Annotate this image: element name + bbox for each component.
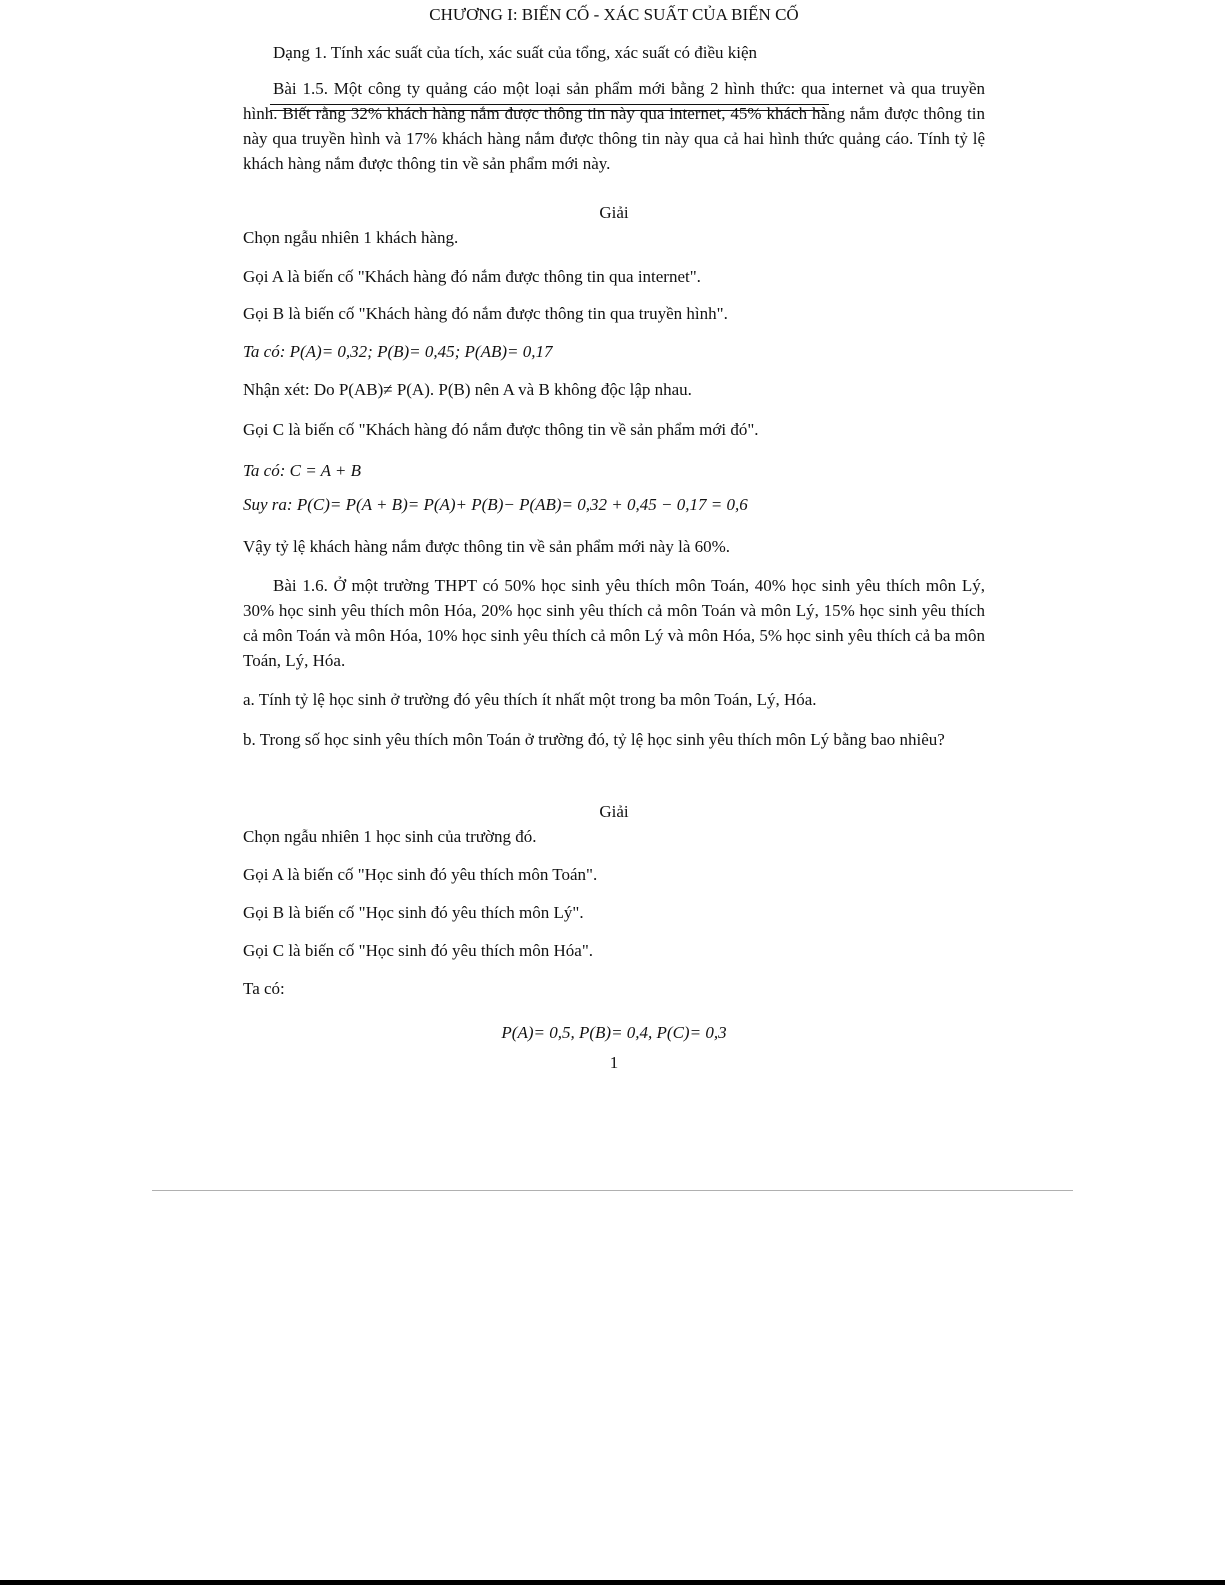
bai-16-formula: P(A)= 0,5, P(B)= 0,4, P(C)= 0,3 bbox=[501, 1023, 727, 1042]
bottom-edge-bar bbox=[0, 1580, 1225, 1585]
bai-16-part-b: b. Trong số học sinh yêu thích môn Toán ở trường đó, tỷ lệ học sinh yêu thích môn Lý bằng bao nhiêu? bbox=[243, 730, 945, 749]
ink-strike-top bbox=[270, 104, 829, 105]
ink-strike-bottom bbox=[270, 110, 825, 111]
section-title: Dạng 1. Tính xác suất của tích, xác suất của tổng, xác suất có điều kiện bbox=[273, 43, 758, 62]
bai-15-solution-heading: Giải bbox=[599, 203, 629, 222]
bai-16-line-4: Gọi C là biến cố "Học sinh đó yêu thích môn Hóa". bbox=[243, 941, 594, 960]
bai-16-line-2: Gọi A là biến cố "Học sinh đó yêu thích môn Toán". bbox=[243, 865, 598, 884]
bai-16-line-1: Chọn ngẫu nhiên 1 học sinh của trường đó. bbox=[243, 827, 537, 846]
bai-16-solution-heading: Giải bbox=[599, 802, 629, 821]
chapter-title: CHƯƠNG I: BIẾN CỐ - XÁC SUẤT CỦA BIẾN CỐ bbox=[429, 5, 799, 24]
bai-16-line-3: Gọi B là biến cố "Học sinh đó yêu thích môn Lý". bbox=[243, 903, 584, 922]
bai-15-line-8: Suy ra: P(C)= P(A + B)= P(A)+ P(B)− P(AB)= 0,32 + 0,45 − 0,17 = 0,6 bbox=[243, 495, 748, 514]
bai-16-part-b-block bbox=[243, 727, 985, 752]
page-divider bbox=[152, 1190, 1073, 1191]
bai-15-line-4: Ta có: P(A)= 0,32; P(B)= 0,45; P(AB)= 0,17 bbox=[243, 342, 553, 361]
bai-15-line-3: Gọi B là biến cố "Khách hàng đó nắm được thông tin qua truyền hình". bbox=[243, 304, 728, 323]
bai-16-line-5: Ta có: bbox=[243, 979, 285, 998]
bai-15-problem bbox=[243, 76, 985, 176]
bai-16-problem bbox=[243, 573, 985, 673]
bai-15-line-7: Ta có: C = A + B bbox=[243, 461, 362, 480]
bai-15-line-2: Gọi A là biến cố "Khách hàng đó nắm được thông tin qua internet". bbox=[243, 267, 701, 286]
bai-15-line-6: Gọi C là biến cố "Khách hàng đó nắm được thông tin về sản phẩm mới đó". bbox=[243, 420, 759, 439]
bai-15-line-1: Chọn ngẫu nhiên 1 khách hàng. bbox=[243, 228, 459, 247]
page-number: 1 bbox=[609, 1053, 619, 1072]
bai-15-line-9: Vậy tỷ lệ khách hàng nắm được thông tin về sản phẩm mới này là 60%. bbox=[243, 537, 731, 556]
bai-16-text: Bài 1.6. Ở một trường THPT có 50% học sinh yêu thích môn Toán, 40% học sinh yêu thích môn Lý, 30% học sinh yêu thích môn Hóa, 20% học sinh yêu thích cả môn Toán và môn Lý, 15% học sinh yêu thích cả môn Toán và môn Hóa, 10% học sinh yêu thích cả môn Lý và môn Hóa, 5% học sinh yêu thích cả ba môn Toán, Lý, Hóa. bbox=[243, 576, 985, 670]
bai-16-part-a: a. Tính tỷ lệ học sinh ở trường đó yêu thích ít nhất một trong ba môn Toán, Lý, Hóa. bbox=[243, 690, 817, 709]
bai-15-line-5: Nhận xét: Do P(AB)≠ P(A). P(B) nên A và B không độc lập nhau. bbox=[243, 380, 692, 399]
bai-15-text: Bài 1.5. Một công ty quảng cáo một loại sản phẩm mới bằng 2 hình thức: qua internet và qua truyền hình. Biết rằng 32% khách hàng nắm được thông tin này qua internet, 45% khách hàng nắm được thông tin này qua truyền hình và 17% khách hàng nắm được thông tin này qua cả hai hình thức quảng cáo. Tính tỷ lệ khách hàng nắm được thông tin về sản phẩm mới này. bbox=[243, 79, 985, 173]
